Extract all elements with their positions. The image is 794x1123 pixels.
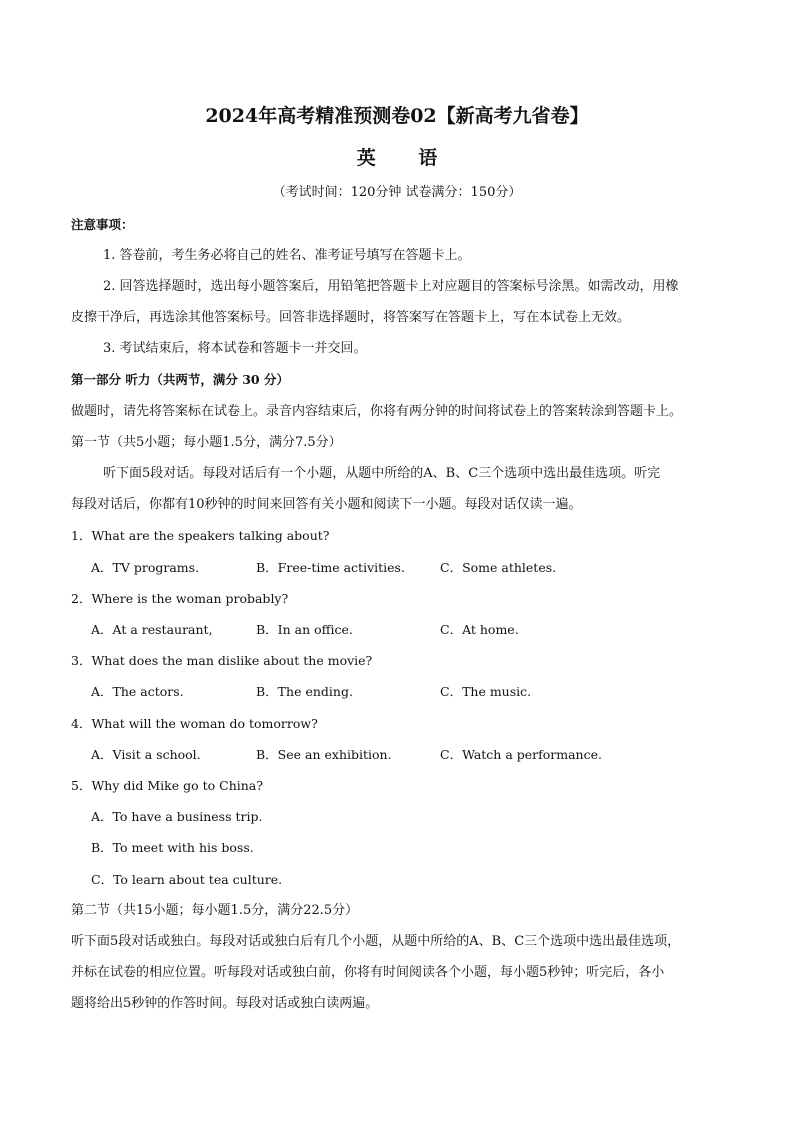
notes-item-3: 3. 考试结束后，将本试卷和答题卡一并交回。 <box>103 341 367 356</box>
question-2-stem: 2．Where is the woman probably? <box>71 591 289 606</box>
page-title: 2024年高考精准预测卷02【新高考九省卷】 <box>205 105 589 127</box>
question-3-option-c: C．The music. <box>440 684 532 699</box>
section2-directions-line-1: 听下面5段对话或独白。每段对话或独白后有几个小题，从题中所给的A、B、C三个选项中选出最佳选项， <box>71 934 681 949</box>
exam-info: （考试时间：120分钟 试卷满分：150分） <box>272 185 522 200</box>
notes-heading: 注意事项： <box>71 217 134 232</box>
question-4-option-a: A．Visit a school. <box>91 747 201 762</box>
question-3-option-b: B．The ending. <box>256 684 353 699</box>
question-1-stem: 1．What are the speakers talking about? <box>71 528 330 543</box>
question-2-option-c: C．At home. <box>440 622 519 637</box>
section1-directions-line-1: 听下面5段对话。每段对话后有一个小题，从题中所给的A、B、C三个选项中选出最佳选项。听完 <box>103 466 661 481</box>
question-2-option-a: A．At a restaurant, <box>91 622 213 637</box>
section1-heading: 第一节（共5小题；每小题1.5分，满分7.5分） <box>71 435 342 450</box>
notes-item-1: 1. 答卷前，考生务必将自己的姓名、准考证号填写在答题卡上。 <box>103 248 471 263</box>
question-1-option-c: C．Some athletes. <box>440 560 557 575</box>
question-5-option-c: C．To learn about tea culture. <box>91 872 283 887</box>
question-3-option-a: A．The actors. <box>91 684 184 699</box>
question-5-option-b: B．To meet with his boss. <box>91 840 254 855</box>
section1-directions-line-2: 每段对话后，你都有10秒钟的时间来回答有关小题和阅读下一小题。每段对话仅读一遍。 <box>71 497 582 512</box>
question-1-option-b: B．Free-time activities. <box>256 560 405 575</box>
question-4-option-c: C．Watch a performance. <box>440 747 602 762</box>
notes-item-2-line-1: 2. 回答选择题时，选出每小题答案后，用铅笔把答题卡上对应题目的答案标号涂黑。如需改动，用橡 <box>103 279 679 294</box>
part1-instruction: 做题时，请先将答案标在试卷上。录音内容结束后，你将有两分钟的时间将试卷上的答案转涂到答题卡上。 <box>71 404 683 419</box>
question-3-stem: 3．What does the man dislike about the movie? <box>71 653 373 668</box>
question-4-stem: 4．What will the woman do tomorrow? <box>71 716 318 731</box>
section2-directions-line-2: 并标在试卷的相应位置。听每段对话或独白前，你将有时间阅读各个小题，每小题5秒钟；听完后，各小 <box>71 965 665 980</box>
question-4-option-b: B．See an exhibition. <box>256 747 392 762</box>
subject-heading: 英 语 <box>356 147 456 169</box>
question-5-stem: 5．Why did Mike go to China? <box>71 778 263 793</box>
section2-directions-line-3: 题将给出5秒钟的作答时间。每段对话或独白读两遍。 <box>71 996 379 1011</box>
question-5-option-a: A．To have a business trip. <box>91 809 263 824</box>
part1-heading: 第一部分 听力（共两节，满分 30 分） <box>71 372 289 387</box>
section2-heading: 第二节（共15小题；每小题1.5分，满分22.5分） <box>71 903 359 918</box>
question-1-option-a: A．TV programs. <box>91 560 200 575</box>
notes-item-2-line-2: 皮擦干净后，再选涂其他答案标号。回答非选择题时，将答案写在答题卡上，写在本试卷上无效。 <box>71 310 631 325</box>
question-2-option-b: B．In an office. <box>256 622 353 637</box>
